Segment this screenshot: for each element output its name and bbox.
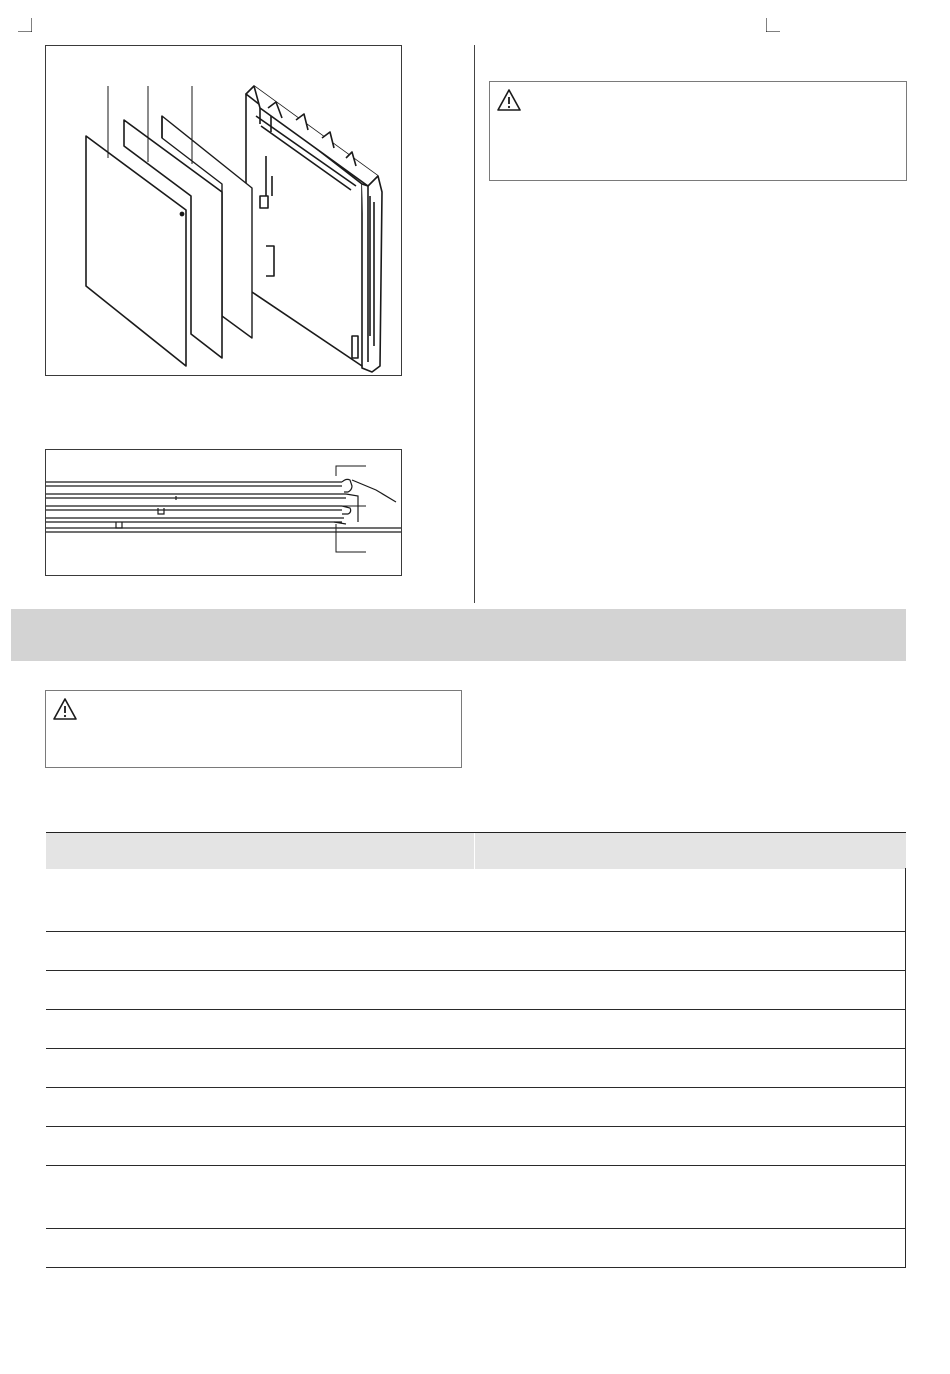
- glass-panel-cross-section: [46, 450, 401, 575]
- table-row: [46, 971, 906, 1010]
- table-header: [46, 832, 906, 869]
- table-row: [46, 932, 906, 971]
- table-row: [46, 869, 906, 932]
- table-row: [46, 1010, 906, 1049]
- warning-triangle-icon: [52, 697, 78, 721]
- door-glass-panels-illustration: [46, 46, 401, 375]
- table-row: [46, 1088, 906, 1127]
- crop-mark-top-left: [18, 18, 32, 32]
- table-row: [46, 1166, 906, 1229]
- table-right-edge: [905, 868, 906, 1268]
- table-row: [46, 1049, 906, 1088]
- warning-triangle-icon: [496, 88, 522, 112]
- table-row: [46, 1127, 906, 1166]
- table-row: [46, 1229, 906, 1268]
- warning-box-section: [45, 690, 462, 768]
- troubleshooting-table: [46, 832, 906, 1268]
- column-divider: [474, 45, 475, 603]
- crop-mark-top-right: [766, 18, 780, 32]
- door-disassembly-figure: [45, 45, 402, 376]
- warning-box-top: [489, 81, 907, 181]
- section-header-band: [11, 609, 906, 661]
- glass-section-figure: [45, 449, 402, 576]
